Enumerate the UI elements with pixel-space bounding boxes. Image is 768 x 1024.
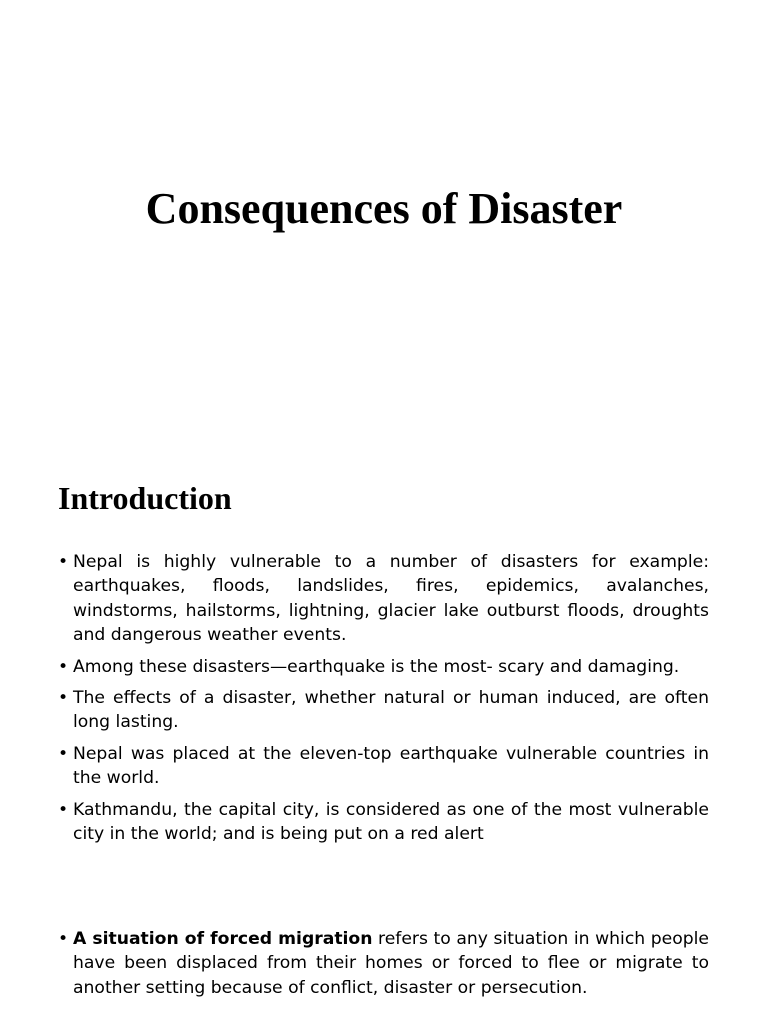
bullet-item <box>58 798 709 847</box>
document-title: Consequences of Disaster <box>145 184 623 233</box>
bullet-item <box>58 655 709 679</box>
introduction-bullet-list <box>58 550 709 853</box>
section-heading-introduction: Introduction <box>58 480 232 516</box>
bullet-dot-icon: • <box>58 929 69 949</box>
bullet-text: Among these disasters—earthquake is the most- scary and damaging. <box>73 656 680 677</box>
bullet-text: The effects of a disaster, whether natural or human induced, are often long lasting. <box>73 688 709 733</box>
bullet-dot-icon: • <box>58 743 69 764</box>
bullet-text: Nepal is highly vulnerable to a number of disasters for example: earthquakes, floods, landslides, fires, epidemics, avalanches, windstorms, hailstorms, lightning, glacier lake outburst floods, droughts and dangerous weather events. <box>73 552 709 646</box>
bullet-item <box>58 686 709 735</box>
bullet-text: Kathmandu, the capital city, is considered as one of the most vulnerable city in the world; and is being put on a red alert <box>73 799 709 845</box>
bullet-dot-icon: • <box>58 552 69 572</box>
bullet-dot-icon: • <box>58 656 69 677</box>
bullet-text: refers to any situation in which people have been displaced from their homes or forced to flee or migrate to another setting because of conflict, disaster or persecution. <box>73 929 709 998</box>
bullet-dot-icon: • <box>58 799 69 820</box>
bullet-dot-icon: • <box>58 688 69 709</box>
bullet-text: Nepal was placed at the eleven-top earthquake vulnerable countries in the world. <box>73 743 709 789</box>
bullet-item <box>58 550 709 648</box>
migration-bullet-list <box>58 927 709 1007</box>
bullet-item <box>58 742 709 791</box>
bullet-item <box>58 927 709 1000</box>
bold-term: A situation of forced migration <box>73 929 373 949</box>
